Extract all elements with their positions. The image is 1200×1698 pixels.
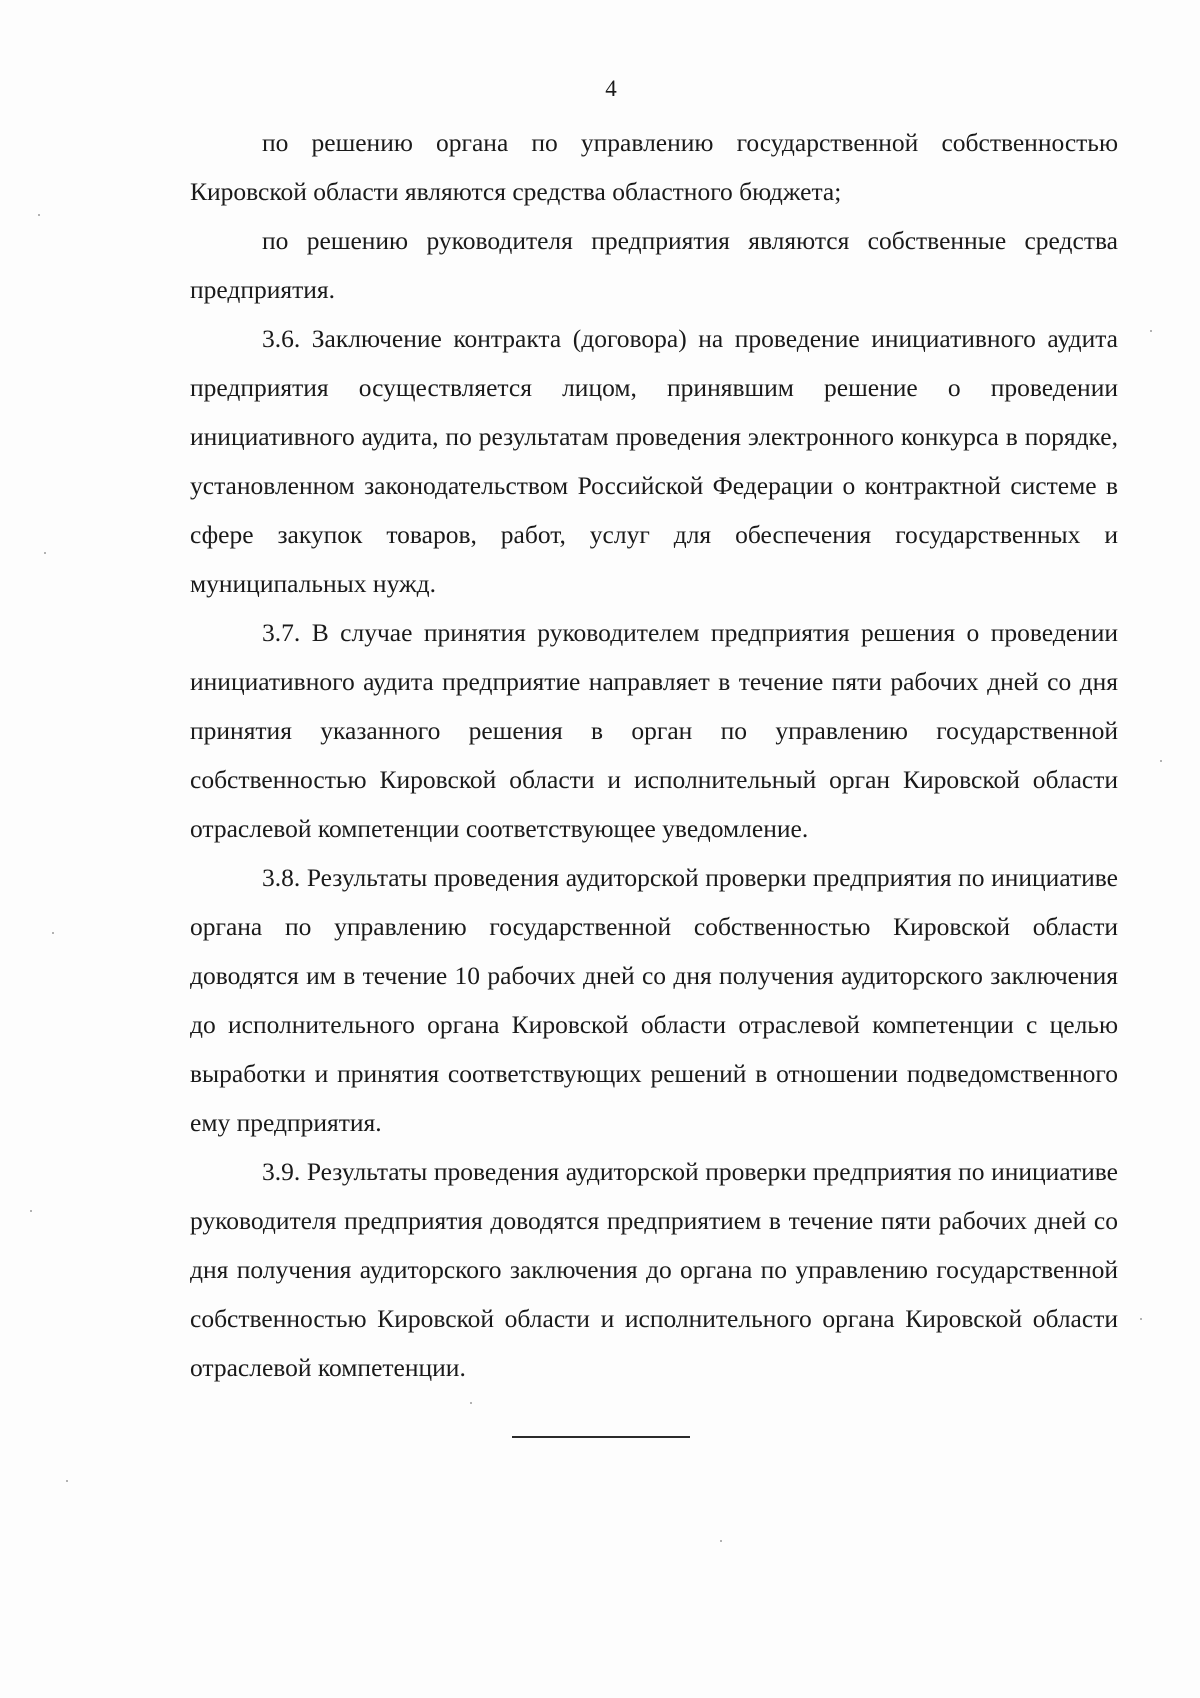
scan-speck	[470, 1402, 472, 1404]
scan-speck	[38, 214, 40, 216]
scan-speck	[30, 1210, 32, 1212]
paragraph-3-9: 3.9. Результаты проведения аудиторской проверки предприятия по инициативе руководителя предприятия доводятся предприятием в течение пяти рабочих дней со дня получения аудиторского заключения до органа по управлению государственной собственностью Кировской области и исполнительного органа Кировской области отраслевой компетенции.	[190, 1157, 1118, 1382]
scan-speck	[1140, 1318, 1142, 1320]
paragraph-3-6: 3.6. Заключение контракта (договора) на проведение инициативного аудита предприятия осуществляется лицом, принявшим решение о проведении инициативного аудита, по результатам проведения электронного конкурса в порядке, установленном законодательством Российской Федерации о контрактной системе в сфере закупок товаров, работ, услуг для обеспечения государственных и муниципальных нужд.	[190, 324, 1118, 598]
scan-speck	[1160, 760, 1162, 762]
scan-speck	[44, 552, 46, 554]
scan-speck	[720, 1540, 722, 1542]
end-separator-line	[512, 1436, 690, 1438]
page-number: 4	[605, 76, 617, 101]
document-body	[190, 118, 1118, 1392]
paragraph-budget-source: по решению органа по управлению государственной собственностью Кировской области являются средства областного бюджета;	[190, 128, 1118, 206]
scan-speck	[1150, 330, 1152, 332]
scan-speck	[52, 932, 54, 934]
paragraph-enterprise-funds: по решению руководителя предприятия являются собственные средства предприятия.	[190, 226, 1118, 304]
scan-speck	[66, 1480, 68, 1482]
paragraph-3-8: 3.8. Результаты проведения аудиторской проверки предприятия по инициативе органа по управлению государственной собственностью Кировской области доводятся им в течение 10 рабочих дней со дня получения аудиторского заключения до исполнительного органа Кировской области отраслевой компетенции с целью выработки и принятия соответствующих решений в отношении подведомственного ему предприятия.	[190, 863, 1118, 1137]
paragraph-3-7: 3.7. В случае принятия руководителем предприятия решения о проведении инициативного аудита предприятие направляет в течение пяти рабочих дней со дня принятия указанного решения в орган по управлению государственной собственностью Кировской области и исполнительный орган Кировской области отраслевой компетенции соответствующее уведомление.	[190, 618, 1118, 843]
